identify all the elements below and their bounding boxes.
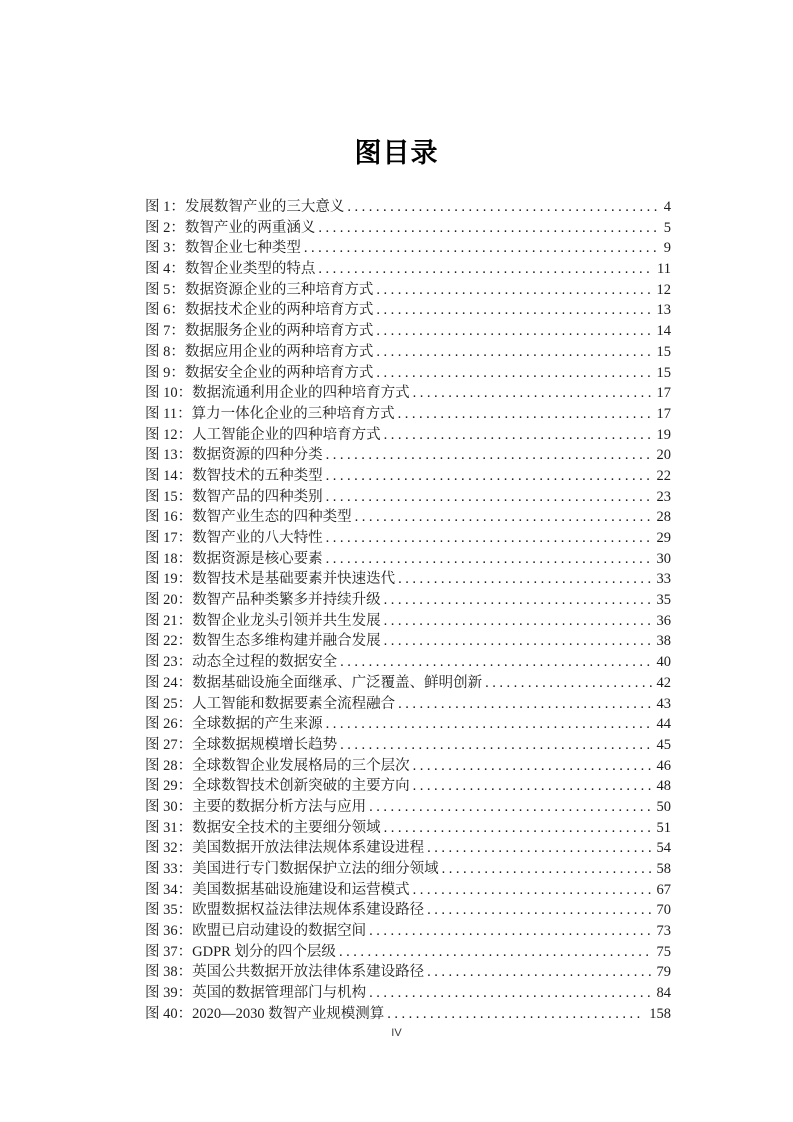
dot-leader: [339, 942, 652, 963]
dot-leader: [427, 838, 651, 859]
figure-entry[interactable]: [145, 404, 671, 425]
figure-entry-page: 67: [656, 881, 671, 898]
figure-entry-page: 48: [656, 778, 671, 795]
figure-entry[interactable]: [145, 280, 671, 301]
dot-leader: [413, 776, 652, 797]
figure-entry-page: 51: [656, 819, 671, 836]
figure-entry-page: 9: [663, 240, 671, 257]
figure-entry-text: 图 24：数据基础设施全面继承、广泛覆盖、鲜明创新: [145, 674, 483, 691]
figure-entry-text: 图 34：美国数据基础设施建设和运营模式: [145, 881, 410, 898]
dot-leader: [326, 714, 652, 735]
figure-entry[interactable]: [145, 528, 671, 549]
figure-entry-page: 36: [656, 612, 671, 629]
figure-entry-page: 13: [656, 302, 671, 319]
dot-leader: [326, 445, 652, 466]
figure-entry-text: 图 26：全球数据的产生来源: [145, 716, 323, 733]
dot-leader: [326, 487, 652, 508]
figure-entry-page: 28: [656, 509, 671, 526]
figure-entry[interactable]: [145, 342, 671, 363]
figure-entry[interactable]: [145, 735, 671, 756]
figure-entry[interactable]: [145, 776, 671, 797]
figure-entry[interactable]: [145, 818, 671, 839]
dot-leader: [398, 569, 651, 590]
dot-leader: [413, 383, 652, 404]
figure-entry-page: 44: [656, 716, 671, 733]
figure-entry[interactable]: [145, 300, 671, 321]
figure-entry[interactable]: [145, 880, 671, 901]
dot-leader: [413, 880, 652, 901]
dot-leader: [376, 342, 651, 363]
dot-leader: [340, 652, 651, 673]
figure-entry-page: 5: [663, 219, 671, 236]
dot-leader: [326, 528, 652, 549]
figure-entry-page: 54: [656, 840, 671, 857]
figure-entry[interactable]: [145, 507, 671, 528]
dot-leader: [326, 549, 652, 570]
dot-leader: [384, 818, 652, 839]
dot-leader: [427, 900, 651, 921]
figure-entry-text: 图 7：数据服务企业的两种培育方式: [145, 323, 374, 340]
dot-leader: [376, 363, 651, 384]
figure-entry-page: 22: [656, 467, 671, 484]
figure-entry[interactable]: [145, 838, 671, 859]
figure-entry-text: 图 30：主要的数据分析方法与应用: [145, 798, 367, 815]
dot-leader: [376, 321, 651, 342]
figure-entry-text: 图 23：动态全过程的数据安全: [145, 654, 338, 671]
figure-entry-page: 70: [656, 902, 671, 919]
figure-entry-page: 38: [656, 633, 671, 650]
figure-entry-page: 23: [656, 488, 671, 505]
figure-entry-text: 图 8：数据应用企业的两种培育方式: [145, 343, 374, 360]
figure-entry-page: 35: [656, 592, 671, 609]
figure-entry-page: 79: [656, 964, 671, 981]
figure-entry-text: 图 2：数智产业的两重涵义: [145, 219, 316, 236]
dot-leader: [398, 694, 651, 715]
dot-leader: [485, 673, 651, 694]
figure-entry-page: 75: [656, 943, 671, 960]
figure-entry-text: 图 3：数智企业七种类型: [145, 240, 301, 257]
dot-leader: [340, 735, 651, 756]
figure-entry[interactable]: [145, 921, 671, 942]
figure-entry[interactable]: [145, 238, 671, 259]
figure-entry[interactable]: [145, 983, 671, 1004]
dot-leader: [384, 611, 652, 632]
figure-entry-page: 4: [663, 199, 671, 215]
figure-entry-text: 图 38：英国公共数据开放法律体系建设路径: [145, 964, 425, 981]
figure-entry-page: 11: [657, 261, 671, 278]
figure-entry-text: 图 33：美国进行专门数据保护立法的细分领域: [145, 861, 439, 877]
figure-entry-text: 图 36：欧盟已启动建设的数据空间: [145, 923, 367, 940]
figure-entry-text: 图 22：数智生态多维构建并融合发展: [145, 633, 381, 650]
figure-entry-page: 30: [656, 550, 671, 567]
figure-entry-page: 19: [656, 426, 671, 443]
figure-entry[interactable]: [145, 445, 671, 466]
figure-entry-text: 图 21：数智企业龙头引领并共生发展: [145, 612, 381, 629]
figure-entry[interactable]: [145, 466, 671, 487]
figure-entry-text: 图 39：英国的数据管理部门与机构: [145, 985, 367, 1002]
figure-entry-text: 图 25：人工智能和数据要素全流程融合: [145, 695, 396, 712]
figure-entry-page: 158: [649, 1005, 671, 1022]
figure-entry-page: 17: [656, 385, 671, 402]
figure-entry-text: 图 31：数据安全技术的主要细分领域: [145, 819, 381, 836]
figure-entry-page: 29: [656, 530, 671, 546]
figure-entry-page: 43: [656, 695, 671, 712]
figure-entry[interactable]: [145, 756, 671, 777]
figure-entry-page: 46: [656, 757, 671, 774]
dot-leader: [369, 797, 651, 818]
dot-leader: [413, 756, 652, 777]
figure-entry-text: 图 5：数据资源企业的三种培育方式: [145, 281, 374, 298]
dot-leader: [376, 280, 651, 301]
figure-entry[interactable]: [145, 859, 671, 880]
dot-leader: [355, 507, 652, 528]
figure-entry-text: 图 12：人工智能企业的四种培育方式: [145, 426, 381, 443]
figure-entry-text: 图 28：全球数智企业发展格局的三个层次: [145, 757, 410, 774]
figure-entry-page: 33: [656, 571, 671, 588]
figure-entry-text: 图 29：全球数智技术创新突破的主要方向: [145, 778, 410, 795]
figure-entry-text: 图 15：数智产品的四种类别: [145, 488, 323, 505]
figure-entry[interactable]: [145, 673, 671, 694]
figure-entry-page: 45: [656, 736, 671, 753]
figure-entry[interactable]: [145, 197, 671, 218]
figure-entry-text: 图 35：欧盟数据权益法律法规体系建设路径: [145, 902, 425, 919]
figure-entry-page: 40: [656, 654, 671, 671]
figure-entry[interactable]: [145, 652, 671, 673]
figure-entry-page: 12: [656, 281, 671, 298]
figure-entry[interactable]: [145, 611, 671, 632]
page-title: 图目录: [354, 138, 439, 168]
figure-entry[interactable]: [145, 797, 671, 818]
dot-leader: [442, 859, 652, 880]
figure-entry[interactable]: [145, 714, 671, 735]
figure-entry-text: 图 10：数据流通利用企业的四种培育方式: [145, 385, 410, 402]
dot-leader: [427, 962, 651, 983]
figure-entry-text: 图 37：GDPR 划分的四个层级: [145, 943, 336, 960]
dot-leader: [347, 197, 658, 218]
figure-entry[interactable]: [145, 383, 671, 404]
figure-entry-page: 58: [656, 861, 671, 877]
figure-entry-text: 图 20：数智产品种类繁多并持续升级: [145, 592, 381, 609]
figure-entry-page: 20: [656, 447, 671, 464]
figure-entry[interactable]: [145, 631, 671, 652]
figure-entry[interactable]: [145, 942, 671, 963]
figure-entry-text: 图 9：数据安全企业的两种培育方式: [145, 364, 374, 381]
figure-entry-page: 84: [656, 985, 671, 1002]
figure-entry-text: 图 27：全球数据规模增长趋势: [145, 736, 338, 753]
figure-entry[interactable]: [145, 694, 671, 715]
figure-entry[interactable]: [145, 549, 671, 570]
figure-entry[interactable]: [145, 321, 671, 342]
dot-leader: [376, 300, 651, 321]
dot-leader: [384, 590, 652, 611]
figure-entry-page: 14: [656, 323, 671, 340]
figure-entry[interactable]: [145, 962, 671, 983]
footer-page-number: IV: [391, 1027, 402, 1039]
dot-leader: [384, 425, 652, 446]
figure-entry-text: 图 6：数据技术企业的两种培育方式: [145, 302, 374, 319]
figure-entry[interactable]: [145, 900, 671, 921]
dot-leader: [318, 218, 658, 239]
figure-entry[interactable]: [145, 259, 671, 280]
dot-leader: [304, 238, 659, 259]
dot-leader: [318, 259, 652, 280]
figure-entry[interactable]: [145, 487, 671, 508]
figure-entry[interactable]: [145, 590, 671, 611]
figure-entry-text: 图 14：数智技术的五种类型: [145, 467, 323, 484]
figure-entry[interactable]: [145, 425, 671, 446]
figure-entry-page: 15: [656, 364, 671, 381]
dot-leader: [398, 404, 652, 425]
figure-entry-page: 17: [656, 405, 671, 422]
figure-list: [145, 197, 671, 1025]
figure-entry-text: 图 16：数智产业生态的四种类型: [145, 509, 352, 526]
dot-leader: [326, 466, 652, 487]
dot-leader: [387, 1004, 644, 1025]
figure-entry[interactable]: [145, 1004, 671, 1025]
figure-entry-page: 50: [656, 798, 671, 815]
figure-entry-text: 图 19：数智技术是基础要素并快速迭代: [145, 571, 396, 588]
figure-entry[interactable]: [145, 218, 671, 239]
figure-entry-text: 图 40：2020—2030 数智产业规模测算: [145, 1005, 385, 1022]
figure-entry-text: 图 18：数据资源是核心要素: [145, 550, 323, 567]
figure-entry-text: 图 11：算力一体化企业的三种培育方式: [145, 405, 395, 422]
figure-entry-page: 73: [656, 923, 671, 940]
figure-entry-text: 图 1：发展数智产业的三大意义: [145, 199, 345, 215]
figure-entry[interactable]: [145, 363, 671, 384]
figure-entry-text: 图 13：数据资源的四种分类: [145, 447, 323, 464]
figure-entry[interactable]: [145, 569, 671, 590]
figure-entry-page: 15: [656, 343, 671, 360]
figure-entry-text: 图 17：数智产业的八大特性: [145, 530, 323, 546]
figure-entry-text: 图 32：美国数据开放法律法规体系建设进程: [145, 840, 425, 857]
dot-leader: [384, 631, 652, 652]
dot-leader: [369, 921, 651, 942]
figure-entry-page: 42: [656, 674, 671, 691]
dot-leader: [369, 983, 651, 1004]
figure-entry-text: 图 4：数智企业类型的特点: [145, 261, 316, 278]
